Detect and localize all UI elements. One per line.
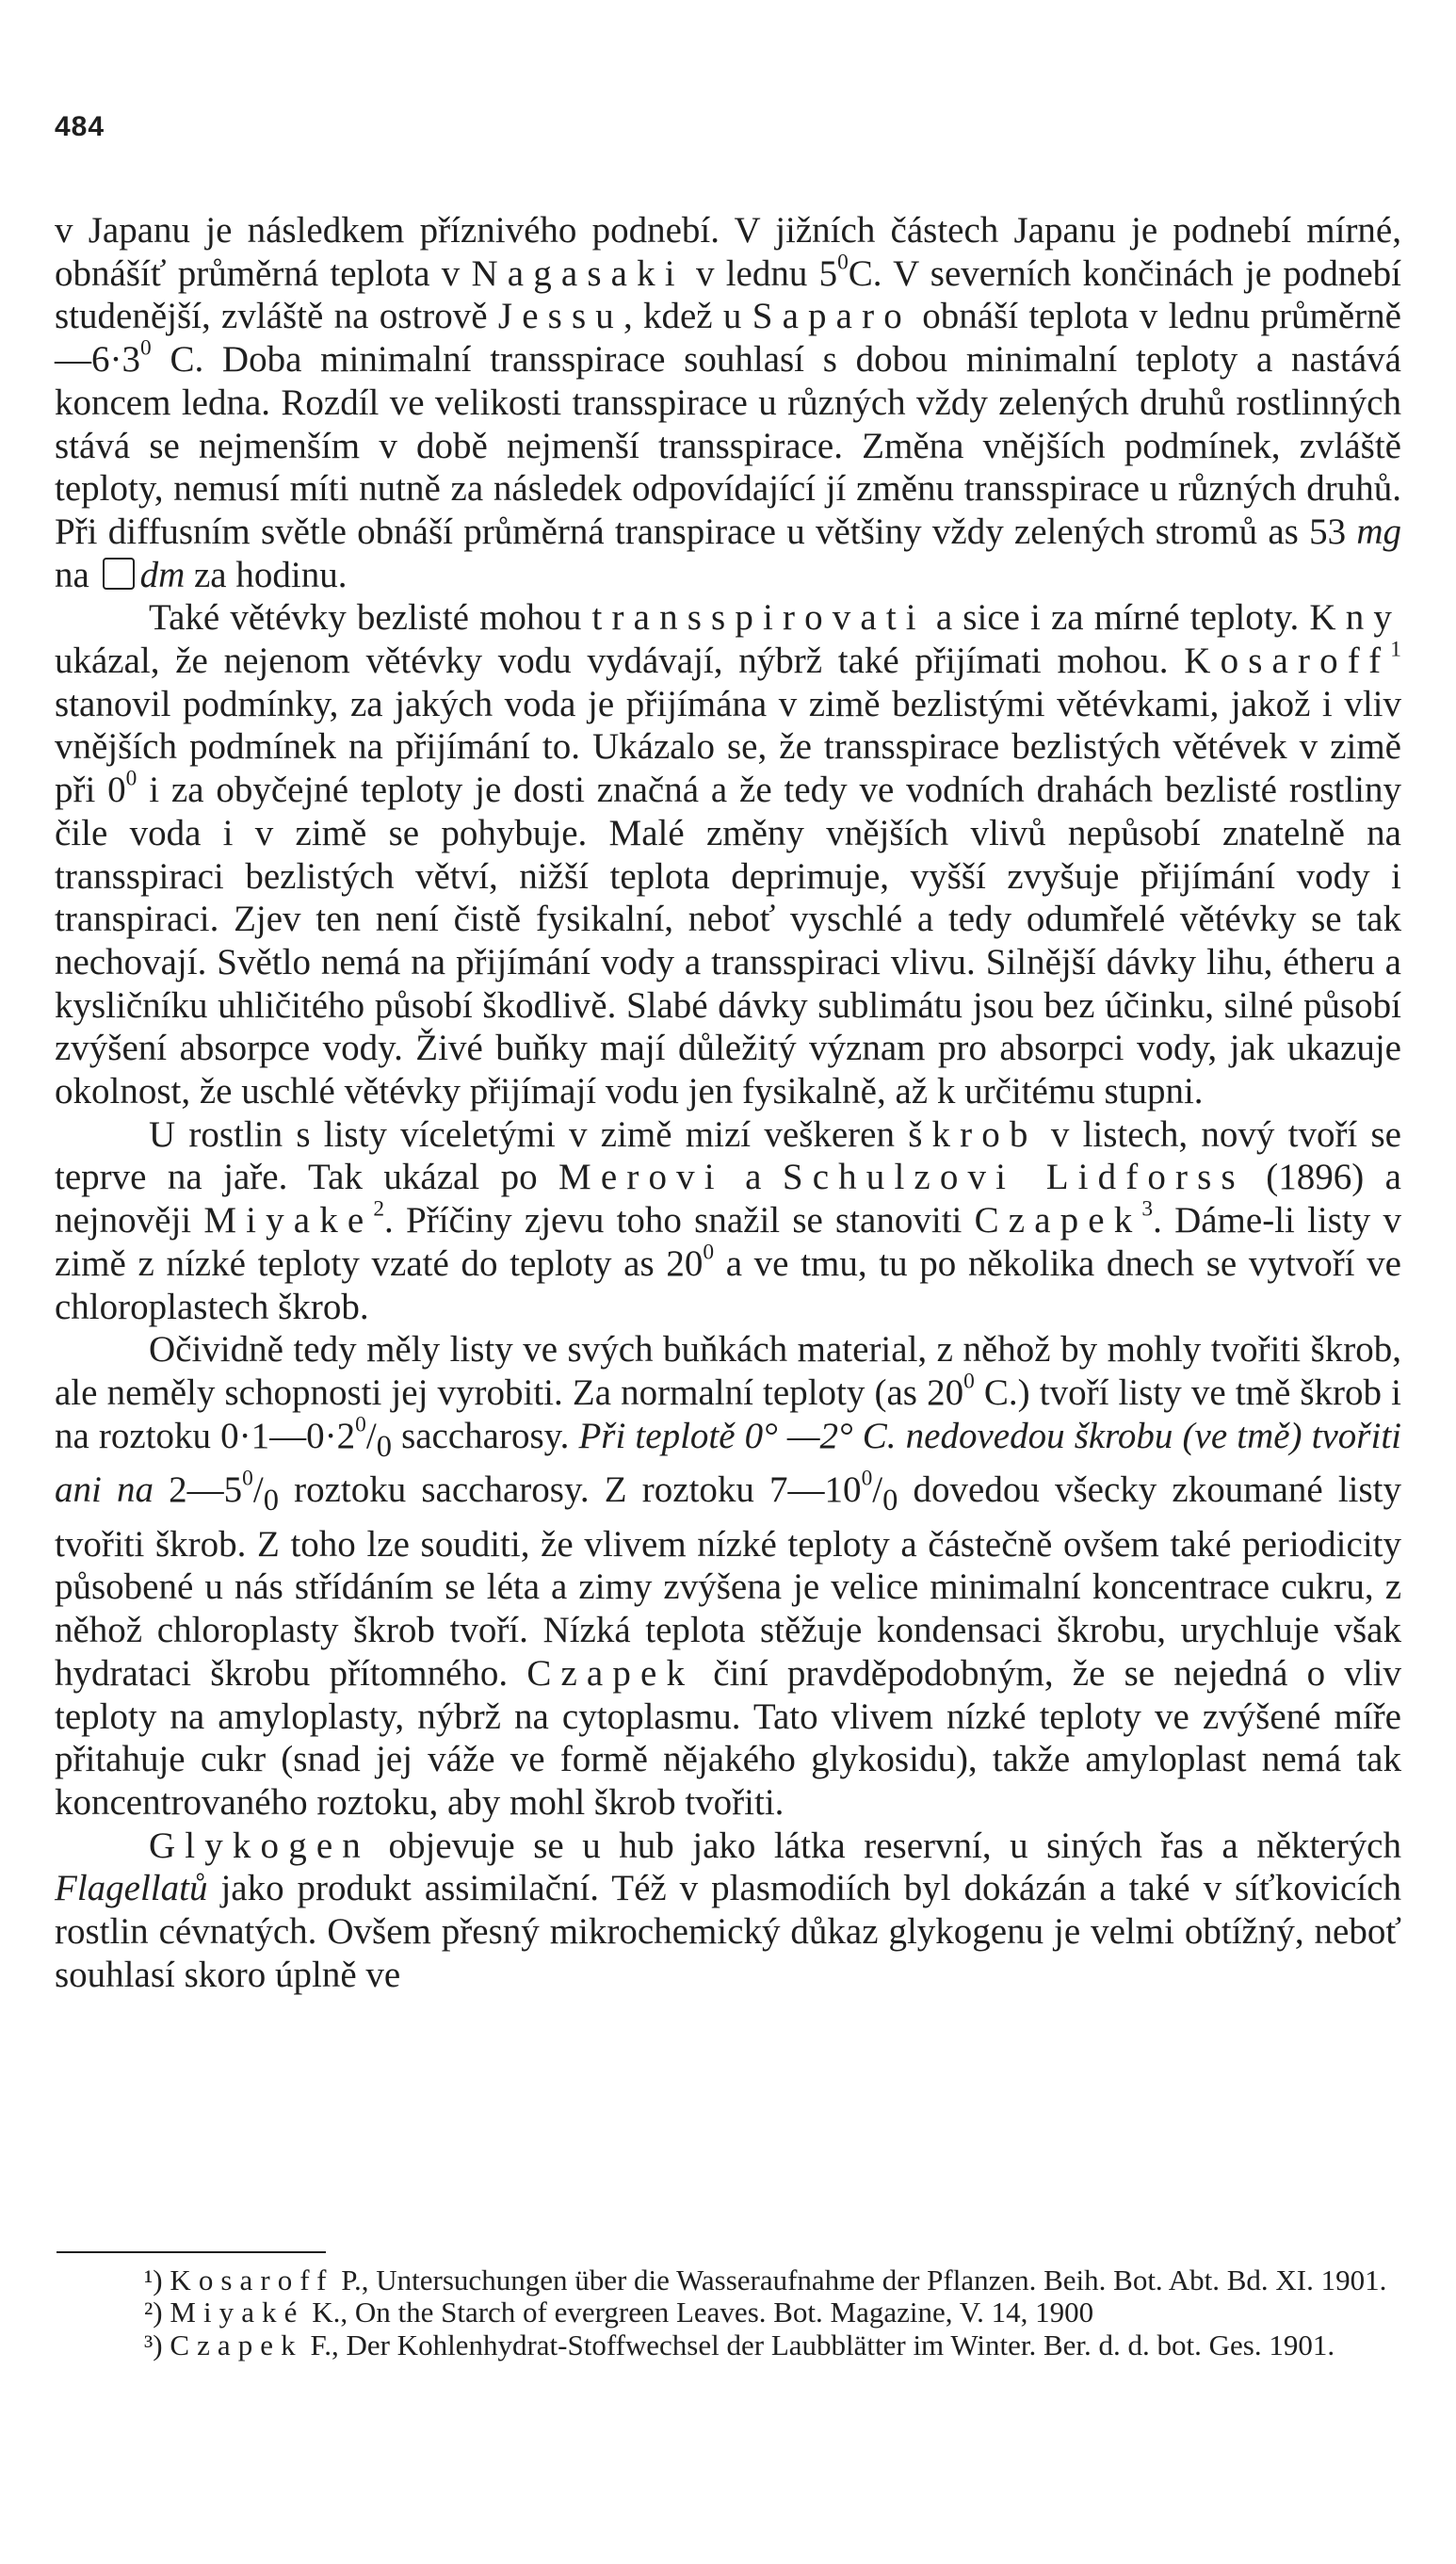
text-run: Také větévky bezlisté mohou: [149, 597, 592, 639]
spaced-name: Miyake: [203, 1200, 374, 1241]
square-symbol-icon: [103, 558, 135, 590]
text-run: a: [723, 1157, 783, 1198]
text-run: v listech, nový tvoří se teprve na jaře. Tak ukázal po: [55, 1113, 1401, 1198]
text-run: v Japanu je následkem příznivého podnebí. V jižních částech Japanu je podnebí mírné, obnášíť průměrná teplota v: [55, 210, 1401, 294]
footnote-ref-3: 3: [1141, 1196, 1154, 1222]
text-run: (1896) a nejnověji: [55, 1157, 1401, 1241]
degree-sup: 0: [837, 250, 849, 275]
spaced-word: transspirovati: [591, 597, 926, 639]
text-run: stanovil podmínky, za jakých voda je přijímána v zimě bezlistými větévkami, jakož i vliv vnějších podmínek na přijímání to. Ukázalo se, že transspirace bezlistých větévek v zimě při 0: [55, 683, 1401, 811]
text-run: činí pravděpodobným, že se nejedná o vliv teploty na amyloplasty, nýbrž na cytoplasmu. Tato vlivem nízké teploty ve zvýšené míře přitahuje cukr (snad jej váže ve formě nějakého glykosidu), takže amyloplast nemá tak koncentrovaného roztoku, aby mohl škrob tvořiti.: [55, 1652, 1401, 1823]
text-run: Očividně tedy měly listy ve svých buňkách material, z něhož by mohly tvořiti škrob, ale neměly schopnosti jej vyrobiti. Za normalní teploty (as 20: [55, 1329, 1401, 1413]
spaced-name: Czapek: [526, 1652, 695, 1694]
footnote-mark: ³): [144, 2328, 163, 2361]
footnote-text: F., Der Kohlenhydrat-Stoffwechsel der Laubblätter im Winter. Ber. d. d. bot. Ges. 1901.: [302, 2328, 1335, 2361]
percent-sup: 0: [861, 1466, 873, 1491]
text-run: C. Doba minimalní transspirace souhlasí s dobou minimalní teploty a nastává koncem ledna. Rozdíl ve velikosti transspirace u různých vždy zelených druhů rostlinných stává se nejmenším v době nejmenší transspirace. Změna vnějších podmínek, zvláště teploty, nemusí míti nutně za následek odpovídající jí změnu transspirace u různých druhů. Při diffusním světle obnáší průměrná transpirace u většiny vždy zelených stromů as 53: [55, 339, 1401, 552]
degree-sup: 0: [963, 1369, 975, 1394]
text-run: za hodinu.: [185, 554, 348, 595]
text-run: obnáší teplota v lednu průměrně —6·3: [55, 296, 1401, 381]
footnote-text: K., On the Starch of evergreen Leaves. Bot. Magazine, V. 14, 1900: [304, 2296, 1094, 2329]
spaced-name: Jessu: [497, 296, 623, 337]
footnote-author: Miyaké: [170, 2296, 305, 2329]
footnote-1: [55, 2264, 1401, 2296]
text-run: roztoku saccharosy. Z roztoku 7—10: [278, 1469, 862, 1511]
spaced-name: Merovi: [558, 1157, 724, 1198]
spaced-word: škrob: [908, 1113, 1038, 1155]
spaced-name: Nagasaki: [471, 252, 685, 294]
footnote-author: Kosaroff: [170, 2264, 334, 2296]
paragraph-1: [55, 209, 1401, 596]
text-run: . Dáme-li listy v zimě z nízké teploty vzaté do teploty as 20: [55, 1200, 1401, 1284]
degree-sup: 0: [140, 335, 152, 361]
spaced-word: Glykogen: [149, 1825, 370, 1866]
degree-sup: 0: [703, 1240, 715, 1265]
italic-run: Flagellatů: [55, 1868, 208, 1909]
footnote-3: [55, 2329, 1401, 2361]
footnote-author: Czapek: [170, 2328, 303, 2361]
spaced-name: Czapek: [974, 1200, 1142, 1241]
unit-dm: dm: [139, 554, 186, 595]
text-run: i za obyčejné teploty je dosti značná a že tedy ve vodních drahách bezlisté rostliny čile voda i v zimě se pohybuje. Malé změny vnějších vlivů nepůsobí znatelně na transspiraci bezlistých větví, nižší teplota deprimuje, vyšší zvyšuje přijímání vody i transpiraci. Zjev ten není čistě fysikalní, neboť vyschlé a tedy odumřelé větévky se tak nechovají. Světlo nemá na přijímání vody a transspiraci vlivu. Silnější dávky lihu, étheru a kysličníku uhličitého působí škodlivě. Slabé dávky sublimátu jsou bez účinku, silné působí zvýšení absorpce vody. Živé buňky mají důležitý význam pro absorpci vody, jak ukazuje okolnost, že uschlé větévky přijímají vodu jen fysikalně, až k určitému stupni.: [55, 770, 1401, 1112]
text-run: , kdež u: [623, 296, 752, 337]
footnote-mark: ²): [144, 2296, 163, 2329]
text-run: jako produkt assimilační. Též v plasmodiích byl dokázán a také v síťkovicích rostlin cévnatých. Ovšem přesný mikrochemický důkaz glykogenu je velmi obtížný, neboť souhlasí skoro úplně ve: [55, 1868, 1401, 1995]
paragraph-2: [55, 596, 1401, 1112]
footnote-ref-1: 1: [1390, 637, 1401, 662]
percent-sub: 0: [882, 1483, 898, 1517]
text-run: U rostlin s listy víceletými v zimě mizí veškeren: [149, 1113, 909, 1155]
paragraph-3: [55, 1113, 1401, 1329]
text-run: a sice i za mírné teploty.: [925, 597, 1310, 639]
spaced-name: Saparo: [752, 296, 912, 337]
text-run: . Příčiny zjevu toho snažil se stanoviti: [384, 1200, 975, 1241]
text-run: C.) tvoří listy ve tmě škrob i na roztoku 0·1—0·2: [55, 1371, 1401, 1456]
text-run: saccharosy.: [391, 1415, 579, 1456]
text-run: a ve tmu, tu po několika dnech se vytvoří ve chloroplastech škrob.: [55, 1242, 1401, 1327]
text-run: ukázal, že nejenom větévky vodu vydávají, nýbrž také přijímati mohou.: [55, 641, 1185, 682]
percent-sup: 0: [355, 1412, 366, 1437]
paragraph-5: [55, 1825, 1401, 1997]
text-run: objevuje se u hub jako látka reservní, u siných řas a některých: [369, 1825, 1401, 1866]
footnote-mark: ¹): [144, 2264, 163, 2296]
text-run: dovedou všecky zkoumané listy tvořiti škrob. Z toho lze souditi, že vlivem nízké teploty a částečně ovšem také periodicity působené u nás střídáním se léta a zimy zvýšena je velice minimalní koncentrace cukru, z něhož chloroplasty škrob tvoří. Nízká teplota stěžuje kondensaci škrobu, urychluje však hydrataci škrobu přítomného.: [55, 1469, 1402, 1694]
degree-sup: 0: [125, 766, 138, 791]
footnote-ref-2: 2: [373, 1196, 385, 1222]
footnotes: [55, 2264, 1401, 2361]
text-run: na: [55, 554, 99, 595]
percent-sub: 0: [263, 1483, 279, 1517]
page-number: 484: [55, 111, 105, 142]
italic-run: Při teplotě 0° —2° C. nedovedou škrobu (ve tmě) tvořiti ani na: [55, 1415, 1401, 1511]
percent-sup: 0: [242, 1466, 253, 1491]
percent-sub: 0: [376, 1429, 392, 1464]
spaced-name: Kosaroff: [1184, 641, 1391, 682]
text-run: 2—5: [153, 1469, 243, 1511]
footnote-2: [55, 2296, 1401, 2329]
footnote-text: P., Untersuchungen über die Wasseraufnahme der Pflanzen. Beih. Bot. Abt. Bd. XI. 1901.: [333, 2264, 1387, 2296]
text-run: C. V severních končinách je podnebí studenější, zvláště na ostrově: [55, 252, 1401, 337]
text-run: v lednu 5: [684, 252, 838, 294]
spaced-name: Schulzovi Lidforss: [782, 1157, 1245, 1198]
paragraph-4: Očividně tedy měly listy ve svých buňkách material, z něhož by mohly tvořiti škrob, ale neměly schopnosti jej vyrobiti. Za normalní teploty (as $20^0$ C.) tvoří listy ve tmě škrob i na roztoku $0\cdot 1—0\cdot 2^0/_0$ saccharosy. Při teplotě 0° —2° C. nedovedou škrobu (ve tmě) tvořiti ani na $2—5^0/_0$ roztoku saccharosy. Z roztoku $7—10^0/_0$ dovedou všecky zkoumané listy tvořiti škrob. Z toho lze souditi, že vlivem nízké teploty a částečně ovšem také periodicity působené u nás střídáním se léta a zimy zvýšena je velice minimalní koncentrace cukru, z něhož chloroplasty škrob tvoří. Nízká teplota stěžuje kondensaci škrobu, urychluje však hydrataci škrobu přítomného. Czapek činí pravděpodobným, že se nejedná o vliv teploty na amyloplasty, nýbrž na cytoplasmu. Tato vlivem nízké teploty ve zvýšené míře přitahuje cukr (snad jej váže ve formě nějakého glykosidu), takže amyloplast nemá tak koncentrovaného roztoku, aby mohl škrob tvořiti.: [55, 1329, 1402, 1823]
unit-mg: mg: [1356, 511, 1401, 552]
spaced-name: Kny: [1309, 597, 1401, 639]
footnote-separator: [57, 2251, 326, 2253]
body-text: [55, 209, 1401, 1996]
